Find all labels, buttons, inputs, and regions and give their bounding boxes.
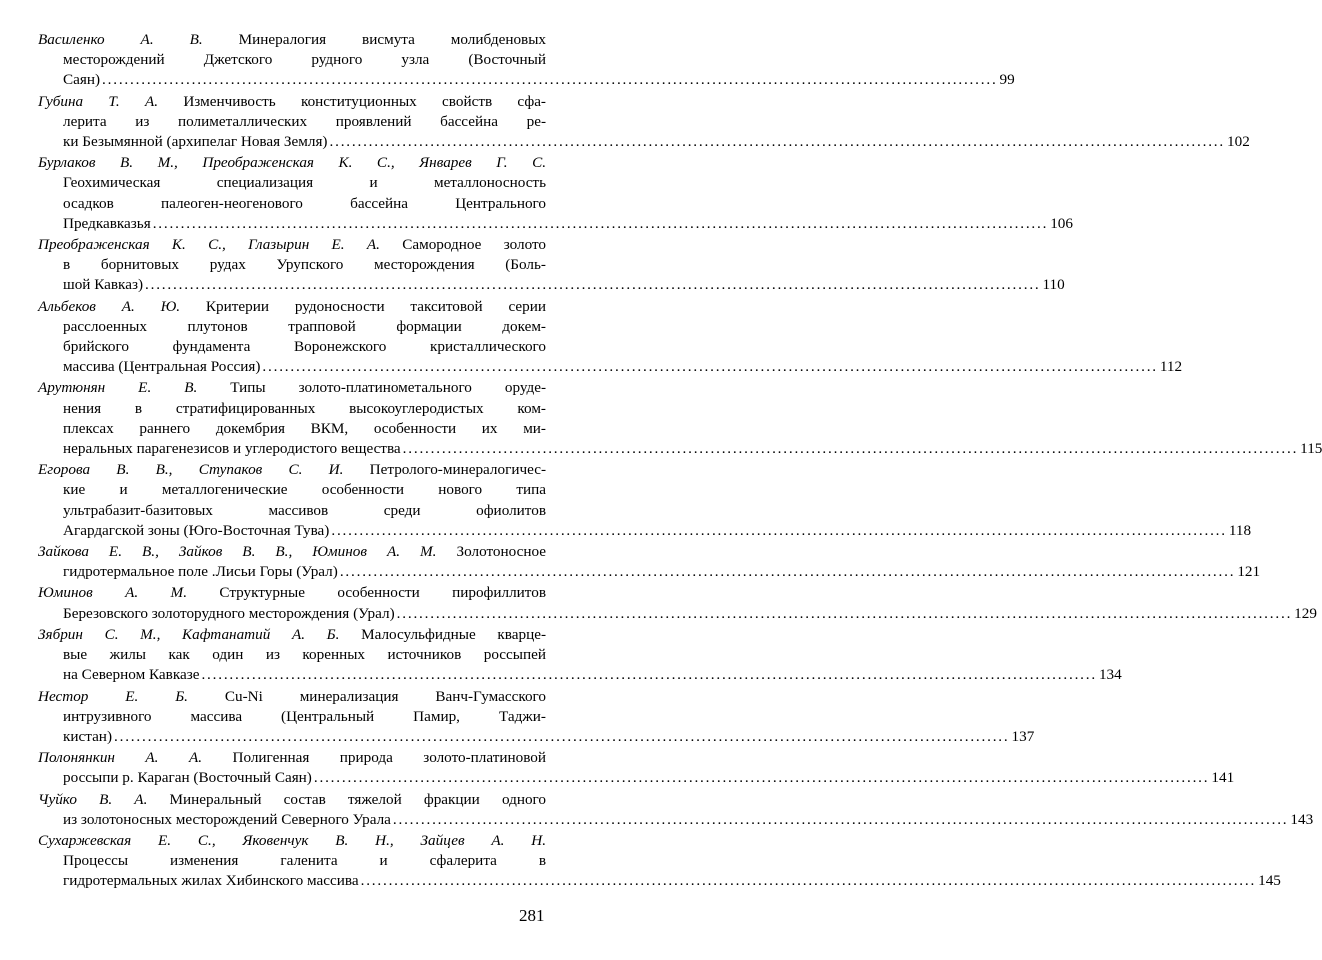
entry-title-line: лерита из полиметаллических проявлений бассейна ре- — [63, 112, 546, 130]
entry-title-line: нения в стратифицированных высокоуглеродистых ком- — [63, 399, 546, 417]
entry-title-line: брийского фундамента Воронежского кристаллического — [63, 338, 546, 356]
toc-entry — [38, 92, 1250, 153]
entry-title-line: массива (Центральная Россия) — [63, 358, 261, 376]
entry-title-line: кистан) — [63, 727, 112, 745]
entry-authors: Сухаржевская Е. С., Яковенчук В. Н., Зайцев А. Н. — [38, 831, 546, 849]
entry-title-line: Cu-Ni минерализация Ванч-Гумасского — [224, 687, 546, 705]
entry-authors: Нестор Е. Б. — [38, 687, 188, 705]
entry-title-line: Изменчивость конституционных свойств сфа- — [183, 92, 546, 110]
leader-dots: ................................................................................................................................................................ — [339, 563, 1236, 581]
leader-dots: ................................................................................................................................................................ — [329, 133, 1225, 151]
toc-line — [38, 810, 1314, 830]
entry-page-number: 141 — [1211, 769, 1235, 787]
toc-line — [38, 214, 1073, 234]
toc-entry — [38, 625, 1122, 686]
toc-line — [38, 501, 546, 521]
toc-line — [38, 153, 546, 173]
leader-dots: ................................................................................................................................................................ — [331, 521, 1227, 539]
entry-page-number: 143 — [1290, 810, 1314, 828]
entry-title-line: Процессы изменения галенита и сфалерита в — [63, 852, 546, 870]
entry-title-line: плексах раннего докембрия ВКМ, особенности их ми- — [63, 419, 546, 437]
entry-authors: Василенко А. В. — [38, 31, 203, 48]
entry-authors: Альбеков А. Ю. — [38, 297, 181, 315]
entry-title-line: Самородное золото — [402, 236, 546, 254]
toc-line — [38, 748, 546, 768]
toc-line — [38, 871, 1281, 891]
entry-title-line: Березовского золоторудного месторождения (Урал) — [63, 604, 395, 622]
toc-entry — [38, 790, 1314, 830]
entry-title-line: ки Безымянной (архипелаг Новая Земля) — [63, 133, 328, 151]
entry-title-line: Структурные особенности пирофиллитов — [219, 584, 546, 602]
toc-line — [38, 30, 546, 50]
entry-title-line: на Северном Кавказе — [63, 666, 200, 684]
toc-line — [38, 255, 546, 275]
entry-title-line: россыпи р. Караган (Восточный Саян) — [63, 769, 312, 787]
entry-title-line: Саян) — [63, 71, 101, 89]
toc-line — [38, 604, 1317, 624]
entry-page-number: 118 — [1228, 521, 1252, 539]
page-number: 281 — [519, 906, 545, 925]
entry-page-number: 110 — [1042, 276, 1065, 294]
toc-line — [38, 625, 546, 645]
toc-line — [38, 317, 546, 337]
entry-page-number: 102 — [1227, 133, 1250, 151]
leader-dots: ................................................................................................................................................................ — [360, 872, 1257, 890]
entry-title-line: Критерии рудоносности такситовой серии — [205, 297, 547, 315]
toc-entry — [38, 583, 1317, 623]
entry-title-line: в борнитовых рудах Урупского месторождения (Боль- — [63, 256, 546, 274]
toc-line — [38, 70, 1015, 90]
entry-authors: Бурлаков В. М., Преображенская К. С., Январев Г. С. — [38, 154, 546, 172]
toc-line — [38, 337, 546, 357]
toc-entry — [38, 542, 1261, 582]
entry-authors: Арутюнян Е. В. — [38, 379, 198, 397]
toc-line — [38, 439, 1322, 459]
entry-title-line: из золотоносных месторождений Северного Урала — [63, 810, 391, 828]
leader-dots: ................................................................................................................................................................ — [145, 276, 1041, 294]
toc-entry — [38, 235, 1065, 296]
toc-line — [38, 851, 546, 871]
leader-dots: ................................................................................................................................................................ — [402, 440, 1299, 458]
entry-page-number: 106 — [1050, 214, 1073, 232]
entry-title-line: месторождений Джетского рудного узла (Восточный — [63, 51, 546, 69]
leader-dots: ................................................................................................................................................................ — [152, 214, 1049, 232]
toc-line — [38, 92, 546, 112]
toc-line — [38, 275, 1065, 295]
leader-dots: ................................................................................................................................................................ — [114, 727, 1010, 745]
entry-title-line: шой Кавказ) — [63, 276, 144, 294]
entry-authors: Полонянкин А. А. — [38, 749, 203, 767]
entry-title-line: Минеральный состав тяжелой фракции одного — [169, 790, 546, 808]
entry-title-line: кие и металлогенические особенности нового типа — [63, 481, 546, 499]
leader-dots: ................................................................................................................................................................ — [313, 769, 1210, 787]
toc-entry — [38, 831, 1281, 892]
toc-line — [38, 132, 1250, 152]
entry-page-number: 145 — [1258, 872, 1281, 890]
toc-entry — [38, 30, 1015, 91]
toc-line — [38, 235, 546, 255]
toc-line — [38, 790, 546, 810]
entry-authors: Зябрин С. М., Кафтанатий А. Б. — [38, 625, 340, 643]
toc-line — [38, 112, 546, 132]
toc-line — [38, 562, 1261, 582]
leader-dots: ................................................................................................................................................................ — [392, 810, 1289, 828]
entry-title-line: неральных парагенезисов и углеродистого вещества — [63, 440, 401, 458]
entry-authors: Зайкова Е. В., Зайков В. В., Юминов А. М. — [38, 543, 437, 561]
leader-dots: ................................................................................................................................................................ — [102, 71, 998, 89]
toc-entry — [38, 378, 1322, 459]
entry-title-line: осадков палеоген-неогенового бассейна Центрального — [63, 194, 546, 212]
entry-title-line: Предкавказья — [63, 214, 151, 232]
toc-line — [38, 480, 546, 500]
entry-title-line: Агардагской зоны (Юго-Восточная Тува) — [63, 521, 330, 539]
entry-authors: Егорова В. В., Ступаков С. И. — [38, 461, 344, 479]
toc-line — [38, 542, 546, 562]
entry-title-line: Геохимическая специализация и металлоносность — [63, 174, 546, 192]
toc-line — [38, 665, 1122, 685]
entry-page-number: 99 — [999, 71, 1015, 89]
toc-line — [38, 521, 1252, 541]
entry-page-number: 112 — [1159, 358, 1183, 376]
entry-title-line: гидротермальных жилах Хибинского массива — [63, 872, 359, 890]
entry-title-line: ультрабазит-базитовых массивов среди офиолитов — [63, 501, 546, 519]
toc-entry — [38, 153, 1073, 234]
toc-entry — [38, 460, 1252, 541]
table-of-contents — [38, 30, 1322, 893]
entry-authors: Губина Т. А. — [38, 92, 159, 110]
entry-page-number: 134 — [1098, 666, 1122, 684]
toc-line — [38, 173, 546, 193]
entry-title-line: Минералогия висмута молибденовых — [238, 31, 547, 48]
entry-page-number: 129 — [1294, 604, 1317, 622]
entry-title-line: интрузивного массива (Центральный Памир, Таджи- — [63, 707, 546, 725]
toc-line — [38, 378, 546, 398]
entry-title-line: Полигенная природа золото-платиновой — [232, 749, 546, 767]
entry-title-line: Типы золото-платинометального оруде- — [230, 379, 547, 397]
toc-line — [38, 297, 546, 317]
entry-title-line: гидротермальное поле .Лисьи Горы (Урал) — [63, 563, 338, 581]
toc-line — [38, 399, 546, 419]
entry-authors: Чуйко В. А. — [38, 790, 148, 808]
toc-line — [38, 645, 546, 665]
toc-line — [38, 357, 1183, 377]
entry-page-number: 121 — [1237, 563, 1261, 581]
leader-dots: ................................................................................................................................................................ — [201, 666, 1097, 684]
toc-line — [38, 419, 546, 439]
entry-title-line: Малосульфидные кварце- — [361, 625, 546, 643]
entry-title-line: расслоенных плутонов трапповой формации докем- — [63, 317, 546, 335]
entry-page-number: 115 — [1300, 440, 1322, 458]
toc-line — [38, 768, 1235, 788]
toc-line — [38, 50, 546, 70]
toc-line — [38, 727, 1035, 747]
toc-line — [38, 831, 546, 851]
leader-dots: ................................................................................................................................................................ — [396, 604, 1293, 622]
entry-title-line: вые жилы как один из коренных источников россыпей — [63, 646, 546, 664]
toc-line — [38, 583, 546, 603]
entry-title-line: Золотоносное — [456, 543, 546, 561]
toc-entry — [38, 297, 1183, 378]
toc-entry — [38, 687, 1035, 748]
toc-entry — [38, 748, 1235, 788]
entry-authors: Преображенская К. С., Глазырин Е. А. — [38, 236, 380, 254]
entry-authors: Юминов А. М. — [38, 584, 187, 602]
entry-page-number: 137 — [1011, 727, 1035, 745]
toc-line — [38, 194, 546, 214]
entry-title-line: Петролого-минералогичес- — [369, 461, 547, 479]
toc-line — [38, 460, 546, 480]
toc-line — [38, 687, 546, 707]
toc-line — [38, 707, 546, 727]
leader-dots: ................................................................................................................................................................ — [262, 358, 1158, 376]
